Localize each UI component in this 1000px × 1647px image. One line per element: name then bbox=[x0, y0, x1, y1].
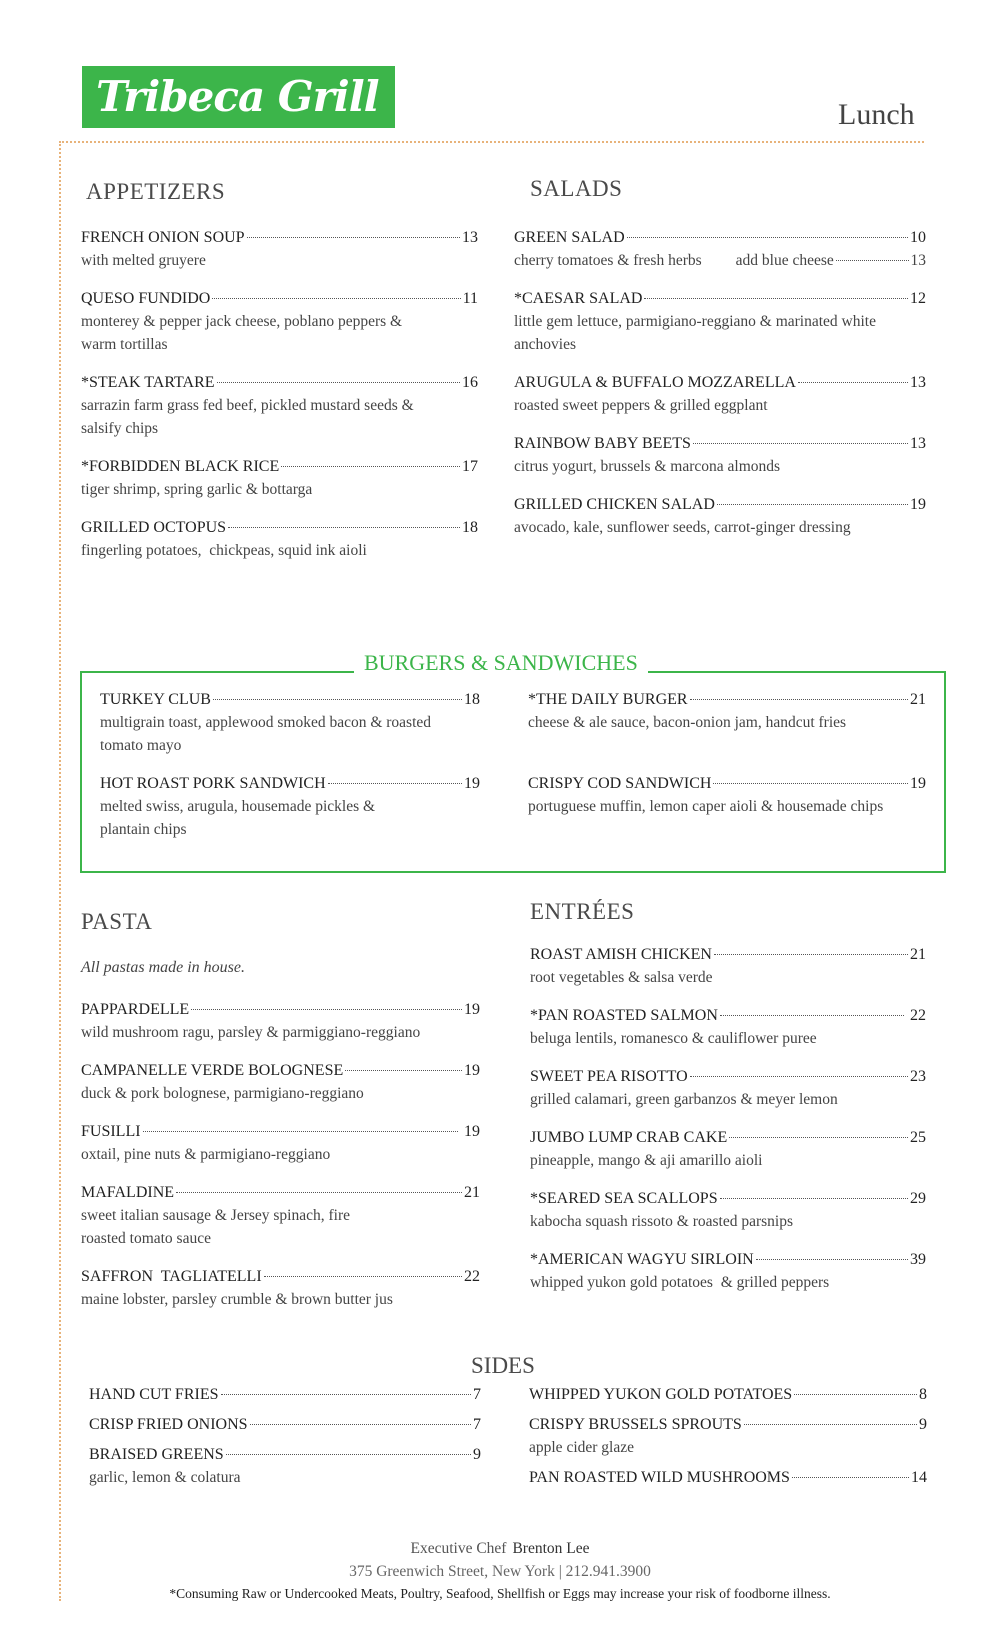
food-safety-disclaimer: *Consuming Raw or Undercooked Meats, Poultry, Seafood, Shellfish or Eggs may increase your risk of foodborne illness. bbox=[169, 1586, 831, 1601]
item-name: CRISPY BRUSSELS SPROUTS bbox=[529, 1416, 742, 1433]
item-description: whipped yukon gold potatoes & grilled peppers bbox=[530, 1274, 830, 1291]
item-price: 19 bbox=[464, 1001, 480, 1018]
leader-dots bbox=[247, 237, 460, 238]
item-name: GRILLED CHICKEN SALAD bbox=[514, 496, 715, 513]
burgers-left-list bbox=[100, 689, 480, 857]
item-price: 23 bbox=[910, 1068, 926, 1085]
addon-price: 13 bbox=[910, 252, 926, 269]
menu-item bbox=[530, 1188, 926, 1233]
menu-item bbox=[528, 773, 926, 818]
item-price: 18 bbox=[464, 691, 480, 708]
item-price: 14 bbox=[911, 1469, 927, 1486]
leader-dots bbox=[228, 527, 460, 528]
menu-item bbox=[100, 689, 480, 757]
item-name: MAFALDINE bbox=[81, 1184, 175, 1201]
item-price: 19 bbox=[464, 775, 480, 792]
item-price: 13 bbox=[462, 229, 478, 246]
header-divider bbox=[59, 141, 924, 143]
item-description: multigrain toast, applewood smoked bacon & roasted tomato mayo bbox=[100, 714, 432, 754]
menu-item bbox=[530, 1249, 926, 1294]
item-name: HOT ROAST PORK SANDWICH bbox=[100, 775, 326, 792]
leader-dots bbox=[798, 382, 908, 383]
item-name: CRISP FRIED ONIONS bbox=[89, 1416, 248, 1433]
leader-dots bbox=[720, 1198, 908, 1199]
leader-dots bbox=[693, 443, 908, 444]
appetizers-list bbox=[81, 227, 478, 578]
item-price: 9 bbox=[473, 1446, 481, 1463]
item-description: pineapple, mango & aji amarillo aioli bbox=[530, 1152, 763, 1169]
pasta-list bbox=[81, 957, 480, 1327]
item-price: 21 bbox=[910, 946, 926, 963]
leader-dots bbox=[213, 699, 462, 700]
leader-dots bbox=[627, 237, 908, 238]
sides-left-list bbox=[89, 1384, 481, 1497]
item-description: kabocha squash rissoto & roasted parsnips bbox=[530, 1213, 794, 1230]
leader-dots bbox=[212, 298, 460, 299]
chef-label: Executive Chef bbox=[410, 1540, 507, 1557]
item-description: melted swiss, arugula, housemade pickles & plantain chips bbox=[100, 798, 376, 838]
item-name: ROAST AMISH CHICKEN bbox=[530, 946, 712, 963]
item-price: 11 bbox=[462, 290, 478, 307]
item-name: *PAN ROASTED SALMON bbox=[530, 1007, 718, 1024]
item-description: beluga lentils, romanesco & cauliflower puree bbox=[530, 1030, 817, 1047]
entrees-title: ENTRÉES bbox=[530, 899, 635, 924]
menu-item bbox=[81, 227, 478, 272]
leader-dots bbox=[713, 783, 908, 784]
leader-dots bbox=[191, 1009, 462, 1010]
sides-right-list bbox=[529, 1384, 927, 1497]
item-price: 13 bbox=[910, 435, 926, 452]
menu-item bbox=[514, 288, 926, 356]
menu-item bbox=[89, 1414, 481, 1436]
item-description: monterey & pepper jack cheese, poblano peppers & warm tortillas bbox=[81, 313, 403, 353]
leader-dots bbox=[143, 1131, 458, 1132]
leader-dots bbox=[176, 1192, 462, 1193]
item-name: PAPPARDELLE bbox=[81, 1001, 190, 1018]
item-name: WHIPPED YUKON GOLD POTATOES bbox=[529, 1386, 793, 1403]
item-name: *CAESAR SALAD bbox=[514, 290, 643, 307]
item-name: PAN ROASTED WILD MUSHROOMS bbox=[529, 1469, 790, 1486]
appetizers-title: APPETIZERS bbox=[86, 179, 226, 204]
chef-name: Brenton Lee bbox=[512, 1540, 590, 1557]
item-price: 39 bbox=[910, 1251, 926, 1268]
restaurant-address: 375 Greenwich Street, New York | 212.941.3900 bbox=[349, 1563, 651, 1580]
leader-dots bbox=[690, 1076, 908, 1077]
leader-dots bbox=[717, 504, 908, 505]
burgers-title: BURGERS & SANDWICHES bbox=[354, 650, 648, 676]
item-name: BRAISED GREENS bbox=[89, 1446, 224, 1463]
menu-item bbox=[100, 773, 480, 841]
executive-chef bbox=[0, 1540, 1000, 1558]
item-name: *FORBIDDEN BLACK RICE bbox=[81, 458, 280, 475]
leader-dots bbox=[250, 1424, 471, 1425]
menu-item bbox=[529, 1414, 927, 1459]
leader-dots bbox=[217, 382, 460, 383]
item-price: 13 bbox=[910, 374, 926, 391]
item-price: 7 bbox=[473, 1386, 481, 1403]
leader-dots bbox=[794, 1394, 917, 1395]
menu-item bbox=[81, 1182, 480, 1250]
item-description: oxtail, pine nuts & parmigiano-reggiano bbox=[81, 1146, 331, 1163]
addon-name: add blue cheese bbox=[735, 252, 834, 269]
entrees-list bbox=[530, 944, 926, 1310]
item-name: *SEARED SEA SCALLOPS bbox=[530, 1190, 718, 1207]
item-price: 9 bbox=[919, 1416, 927, 1433]
item-price: 21 bbox=[464, 1184, 480, 1201]
menu-item bbox=[81, 999, 480, 1044]
salads-list bbox=[514, 227, 926, 555]
item-name: CRISPY COD SANDWICH bbox=[528, 775, 712, 792]
menu-item bbox=[81, 372, 478, 440]
menu-item bbox=[530, 1127, 926, 1172]
item-price: 21 bbox=[910, 691, 926, 708]
leader-dots bbox=[345, 1070, 462, 1071]
menu-item bbox=[514, 433, 926, 478]
item-price: 19 bbox=[910, 496, 926, 513]
item-price: 10 bbox=[910, 229, 926, 246]
menu-item bbox=[81, 1266, 480, 1311]
menu-item bbox=[530, 944, 926, 989]
menu-item bbox=[514, 494, 926, 539]
menu-item bbox=[514, 372, 926, 417]
item-description: little gem lettuce, parmigiano-reggiano & marinated white anchovies bbox=[514, 313, 876, 353]
item-description: sweet italian sausage & Jersey spinach, fire roasted tomato sauce bbox=[81, 1207, 351, 1247]
item-description: avocado, kale, sunflower seeds, carrot-ginger dressing bbox=[514, 519, 851, 536]
item-description: portuguese muffin, lemon caper aioli & housemade chips bbox=[528, 798, 884, 815]
item-price: 25 bbox=[910, 1129, 926, 1146]
item-price: 19 bbox=[910, 775, 926, 792]
item-name: RAINBOW BABY BEETS bbox=[514, 435, 691, 452]
item-price: 18 bbox=[462, 519, 478, 536]
leader-dots bbox=[714, 954, 908, 955]
restaurant-logo: Tribeca Grill bbox=[82, 66, 395, 128]
item-name: HAND CUT FRIES bbox=[89, 1386, 219, 1403]
item-price: 7 bbox=[473, 1416, 481, 1433]
menu-item bbox=[530, 1066, 926, 1111]
item-name: FRENCH ONION SOUP bbox=[81, 229, 245, 246]
item-description: sarrazin farm grass fed beef, pickled mustard seeds & salsify chips bbox=[81, 397, 414, 437]
item-name: QUESO FUNDIDO bbox=[81, 290, 211, 307]
menu-item bbox=[89, 1444, 481, 1489]
menu-title: Lunch bbox=[838, 98, 915, 131]
burgers-right-list bbox=[528, 689, 926, 834]
item-description: cherry tomatoes & fresh herbs bbox=[514, 252, 702, 269]
menu-item bbox=[81, 288, 478, 356]
item-name: TURKEY CLUB bbox=[100, 691, 211, 708]
pasta-note: All pastas made in house. bbox=[81, 959, 245, 976]
salads-title: SALADS bbox=[530, 176, 623, 201]
leader-dots bbox=[744, 1424, 917, 1425]
menu-item bbox=[529, 1384, 927, 1406]
item-name: *AMERICAN WAGYU SIRLOIN bbox=[530, 1251, 754, 1268]
item-description: grilled calamari, green garbanzos & meyer lemon bbox=[530, 1091, 838, 1108]
item-price: 12 bbox=[910, 290, 926, 307]
item-description: garlic, lemon & colatura bbox=[89, 1469, 241, 1486]
item-description: root vegetables & salsa verde bbox=[530, 969, 713, 986]
item-name: GREEN SALAD bbox=[514, 229, 625, 246]
item-name: ARUGULA & BUFFALO MOZZARELLA bbox=[514, 374, 796, 391]
leader-dots bbox=[836, 260, 909, 261]
leader-dots bbox=[720, 1015, 904, 1016]
item-name: FUSILLI bbox=[81, 1123, 141, 1140]
menu-item bbox=[81, 1060, 480, 1105]
leader-dots bbox=[756, 1259, 908, 1260]
item-price: 19 bbox=[460, 1123, 480, 1140]
item-price: 16 bbox=[462, 374, 478, 391]
item-description: roasted sweet peppers & grilled eggplant bbox=[514, 397, 768, 414]
leader-dots bbox=[792, 1477, 909, 1478]
item-description: with melted gruyere bbox=[81, 252, 206, 269]
menu-item bbox=[81, 456, 478, 501]
leader-dots bbox=[264, 1276, 462, 1277]
leader-dots bbox=[226, 1454, 471, 1455]
leader-dots bbox=[690, 699, 908, 700]
item-description: tiger shrimp, spring garlic & bottarga bbox=[81, 481, 313, 498]
item-name: *THE DAILY BURGER bbox=[528, 691, 688, 708]
item-description: maine lobster, parsley crumble & brown butter jus bbox=[81, 1291, 393, 1308]
item-price: 22 bbox=[906, 1007, 926, 1024]
menu-item bbox=[514, 227, 926, 272]
leader-dots bbox=[328, 783, 462, 784]
item-name: CAMPANELLE VERDE BOLOGNESE bbox=[81, 1062, 344, 1079]
item-price: 29 bbox=[910, 1190, 926, 1207]
item-description: citrus yogurt, brussels & marcona almonds bbox=[514, 458, 781, 475]
item-price: 17 bbox=[462, 458, 478, 475]
menu-item bbox=[81, 1121, 480, 1166]
item-description: cheese & ale sauce, bacon-onion jam, handcut fries bbox=[528, 714, 847, 731]
menu-item bbox=[530, 1005, 926, 1050]
item-description: duck & pork bolognese, parmigiano-reggiano bbox=[81, 1085, 364, 1102]
leader-dots bbox=[729, 1137, 908, 1138]
left-border bbox=[59, 141, 61, 1601]
menu-item bbox=[528, 689, 926, 734]
item-description: fingerling potatoes, chickpeas, squid ink aioli bbox=[81, 542, 367, 559]
item-price: 19 bbox=[464, 1062, 480, 1079]
pasta-title: PASTA bbox=[81, 909, 153, 934]
item-name: GRILLED OCTOPUS bbox=[81, 519, 227, 536]
item-price: 22 bbox=[464, 1268, 480, 1285]
item-price: 8 bbox=[919, 1386, 927, 1403]
sides-title: SIDES bbox=[471, 1353, 535, 1378]
item-description: apple cider glaze bbox=[529, 1439, 634, 1456]
item-name: JUMBO LUMP CRAB CAKE bbox=[530, 1129, 728, 1146]
leader-dots bbox=[221, 1394, 472, 1395]
menu-item bbox=[529, 1467, 927, 1489]
item-name: SWEET PEA RISOTTO bbox=[530, 1068, 688, 1085]
item-name: *STEAK TARTARE bbox=[81, 374, 215, 391]
leader-dots bbox=[281, 466, 460, 467]
leader-dots bbox=[644, 298, 908, 299]
item-name: SAFFRON TAGLIATELLI bbox=[81, 1268, 262, 1285]
item-description: wild mushroom ragu, parsley & parmiggiano-reggiano bbox=[81, 1024, 421, 1041]
menu-item bbox=[89, 1384, 481, 1406]
menu-item bbox=[81, 517, 478, 562]
